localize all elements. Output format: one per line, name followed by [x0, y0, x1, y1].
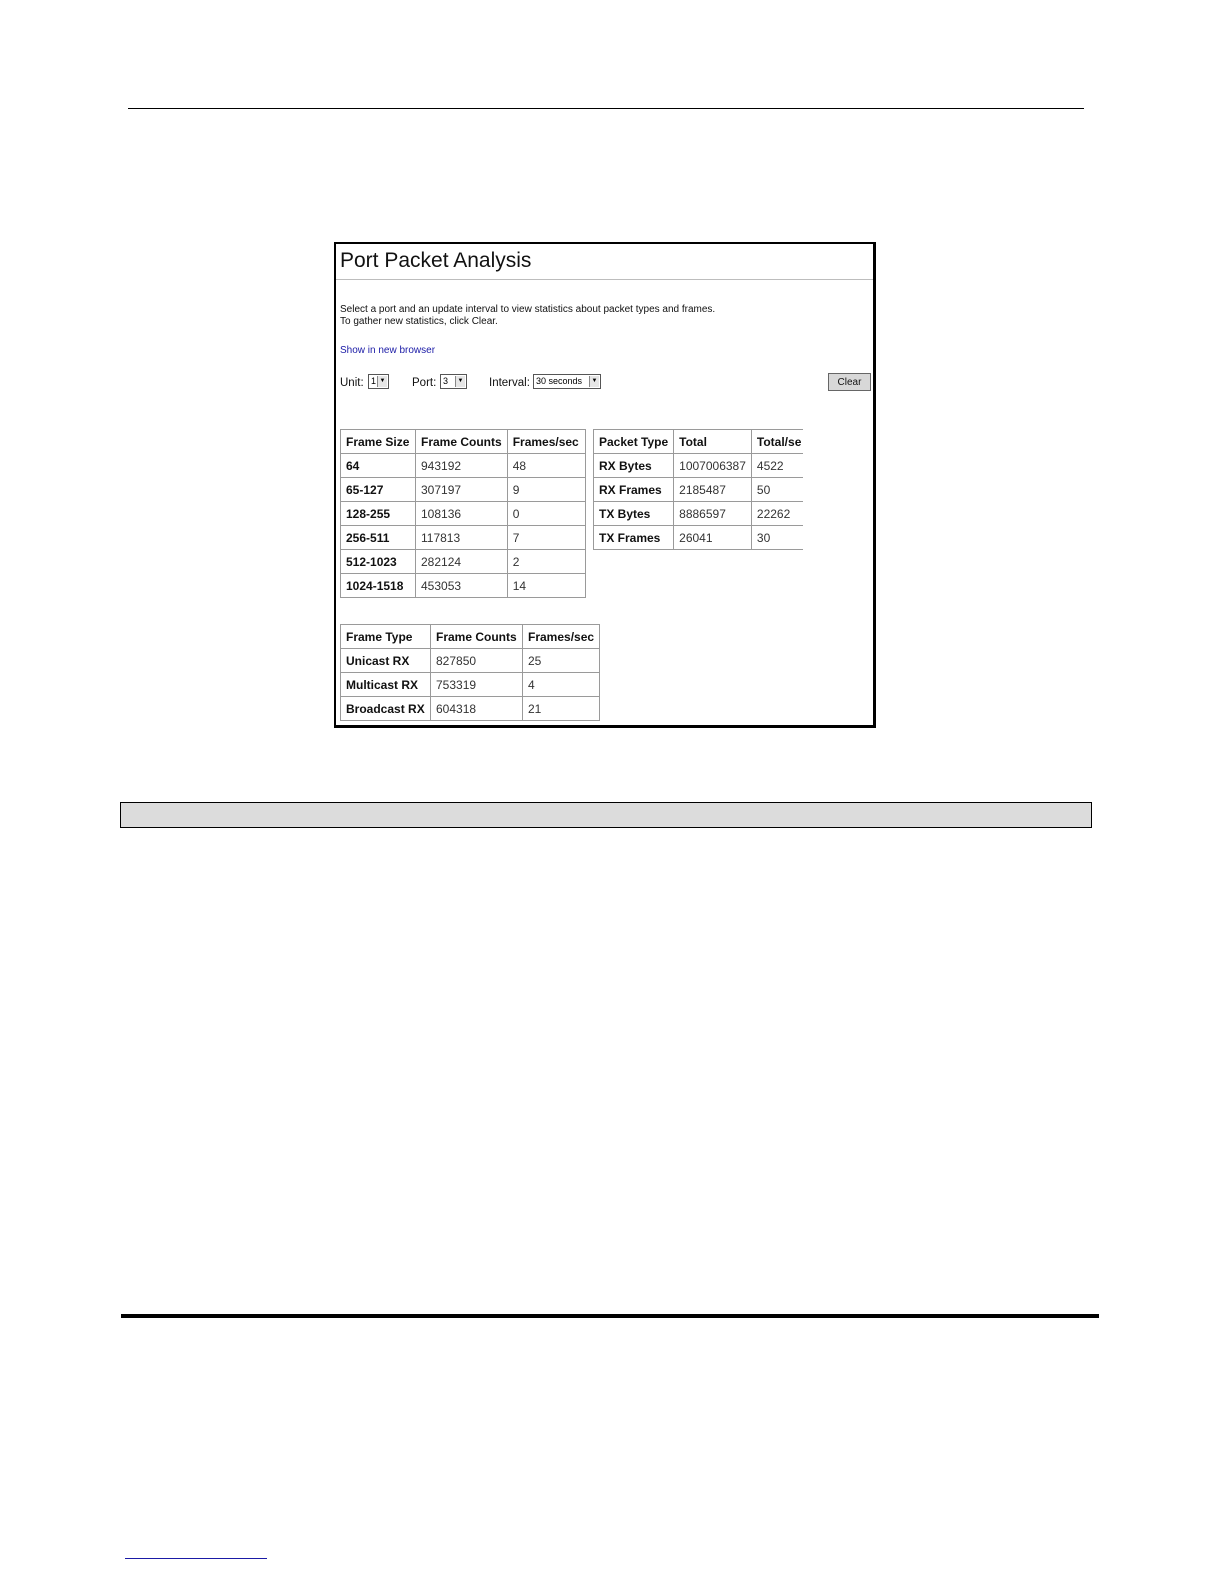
total-cell: 2185487: [674, 478, 752, 502]
frames-per-sec-cell: 2: [507, 550, 585, 574]
frame-size-table: [340, 429, 586, 598]
chevron-down-icon: ▼: [377, 376, 387, 387]
column-header: Frame Type: [341, 625, 431, 649]
footer-link-underline: [125, 1558, 267, 1559]
interval-label: Interval:: [489, 377, 530, 389]
show-in-new-browser-link[interactable]: Show in new browser: [340, 345, 436, 356]
title-divider: [336, 279, 873, 280]
total-per-sec-cell: 50: [751, 478, 803, 502]
frame-size-cell: 128-255: [341, 502, 416, 526]
packet-type-cell: TX Bytes: [594, 502, 674, 526]
table-row: [594, 502, 804, 526]
packet-type-cell: RX Bytes: [594, 454, 674, 478]
description-line: To gather new statistics, click Clear.: [340, 316, 498, 327]
interval-select[interactable]: [533, 374, 601, 389]
frame-count-cell: 943192: [416, 454, 508, 478]
frame-size-cell: 512-1023: [341, 550, 416, 574]
total-per-sec-cell: 4522: [751, 454, 803, 478]
page-title: Port Packet Analysis: [340, 249, 532, 272]
frames-per-sec-cell: 4: [523, 673, 600, 697]
table-row: [341, 502, 586, 526]
frame-count-cell: 753319: [431, 673, 523, 697]
unit-select[interactable]: [368, 374, 389, 389]
table-row: [341, 649, 600, 673]
frames-per-sec-cell: 14: [507, 574, 585, 598]
frame-count-cell: 604318: [431, 697, 523, 721]
frames-per-sec-cell: 0: [507, 502, 585, 526]
frames-per-sec-cell: 21: [523, 697, 600, 721]
frame-count-cell: 108136: [416, 502, 508, 526]
frame-count-cell: 827850: [431, 649, 523, 673]
frame-type-cell: Multicast RX: [341, 673, 431, 697]
description-line: Select a port and an update interval to view statistics about packet types and frames.: [340, 304, 716, 315]
frames-per-sec-cell: 25: [523, 649, 600, 673]
packet-type-cell: RX Frames: [594, 478, 674, 502]
total-per-sec-cell: 22262: [751, 502, 803, 526]
frame-count-cell: 282124: [416, 550, 508, 574]
frames-per-sec-cell: 9: [507, 478, 585, 502]
table-row: [341, 697, 600, 721]
column-header: Total: [674, 430, 752, 454]
frame-count-cell: 307197: [416, 478, 508, 502]
interval-select-value: 30 seconds: [536, 376, 583, 386]
table-header-row: [341, 625, 600, 649]
unit-select-value: 1: [371, 376, 377, 386]
frame-size-cell: 65-127: [341, 478, 416, 502]
table-row: [341, 526, 586, 550]
table-row: [341, 673, 600, 697]
page-top-rule: [128, 108, 1084, 109]
port-select-value: 3: [443, 376, 449, 386]
unit-label: Unit:: [340, 377, 364, 389]
column-header: Total/se: [751, 430, 803, 454]
page-bottom-rule: [121, 1314, 1099, 1318]
column-header: Frame Size: [341, 430, 416, 454]
table-row: [341, 550, 586, 574]
chevron-down-icon: ▼: [455, 376, 465, 387]
column-header: Packet Type: [594, 430, 674, 454]
frame-size-cell: 1024-1518: [341, 574, 416, 598]
frame-count-cell: 453053: [416, 574, 508, 598]
total-per-sec-cell: 30: [751, 526, 803, 550]
port-select[interactable]: [440, 374, 467, 389]
port-label: Port:: [412, 377, 437, 389]
total-cell: 8886597: [674, 502, 752, 526]
frame-count-cell: 117813: [416, 526, 508, 550]
frame-type-cell: Broadcast RX: [341, 697, 431, 721]
frame-size-cell: 64: [341, 454, 416, 478]
table-row: [341, 454, 586, 478]
column-header: Frames/sec: [507, 430, 585, 454]
column-header: Frame Counts: [416, 430, 508, 454]
port-packet-analysis-window: [334, 242, 876, 728]
table-row: [594, 478, 804, 502]
packet-type-table: [593, 429, 803, 550]
column-header: Frames/sec: [523, 625, 600, 649]
clear-button[interactable]: Clear: [828, 373, 871, 391]
description: [340, 304, 715, 328]
total-cell: 26041: [674, 526, 752, 550]
total-cell: 1007006387: [674, 454, 752, 478]
packet-type-table-viewport: [593, 429, 803, 554]
table-row: [341, 478, 586, 502]
packet-type-cell: TX Frames: [594, 526, 674, 550]
table-row: [341, 574, 586, 598]
column-header: Frame Counts: [431, 625, 523, 649]
table-row: [594, 454, 804, 478]
table-header-row: [341, 430, 586, 454]
caption-bar: [120, 802, 1092, 828]
chevron-down-icon: ▼: [589, 376, 599, 387]
frame-type-cell: Unicast RX: [341, 649, 431, 673]
frame-size-cell: 256-511: [341, 526, 416, 550]
frames-per-sec-cell: 7: [507, 526, 585, 550]
frames-per-sec-cell: 48: [507, 454, 585, 478]
table-header-row: [594, 430, 804, 454]
table-row: [594, 526, 804, 550]
frame-type-table: [340, 624, 600, 721]
